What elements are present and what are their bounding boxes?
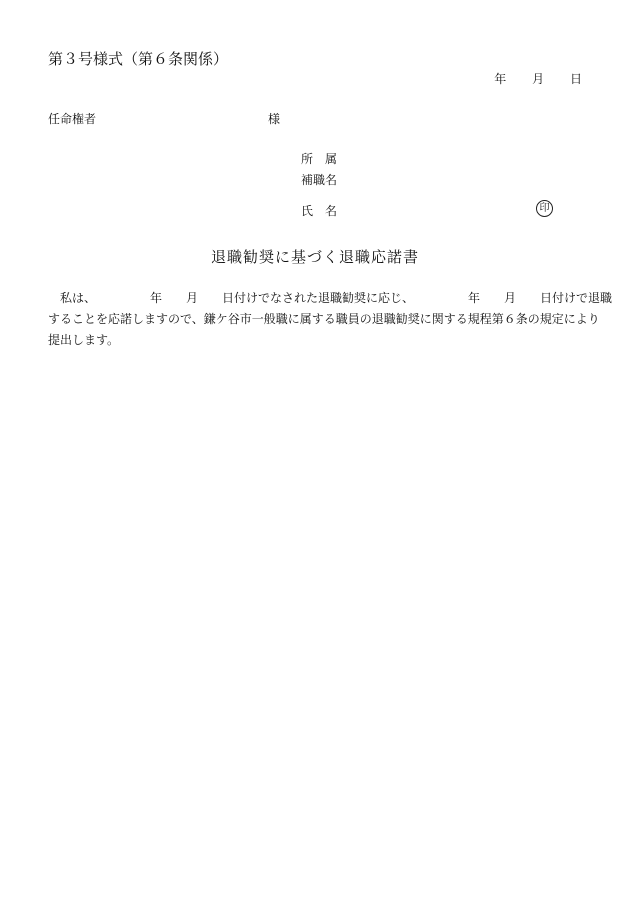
affiliation-label: 所 属	[301, 152, 338, 166]
seal-icon: 印	[536, 200, 553, 217]
date-day-label: 日	[569, 72, 582, 86]
document-body	[48, 288, 613, 351]
addressee-label: 任命権者	[48, 112, 97, 126]
addressee-honorific: 様	[268, 112, 281, 126]
document-heading: 退職勧奨に基づく退職応諾書	[210, 248, 419, 266]
body-line-2: することを応諾しますので、鎌ケ谷市一般職に属する職員の退職勧奨に関する規程第６条の規定により	[48, 312, 600, 326]
form-number-title: 第３号様式（第６条関係）	[48, 50, 229, 68]
date-fields	[472, 70, 582, 87]
date-year-label: 年	[494, 72, 507, 86]
body-line-1: 私は、 年 月 日付けでなされた退職勧奨に応じ、 年 月 日付けで退職	[48, 291, 613, 305]
post-title-label: 補職名	[301, 173, 338, 187]
date-month-label: 月	[532, 72, 545, 86]
body-line-3: 提出します。	[48, 333, 120, 347]
name-label: 氏 名	[301, 204, 338, 218]
